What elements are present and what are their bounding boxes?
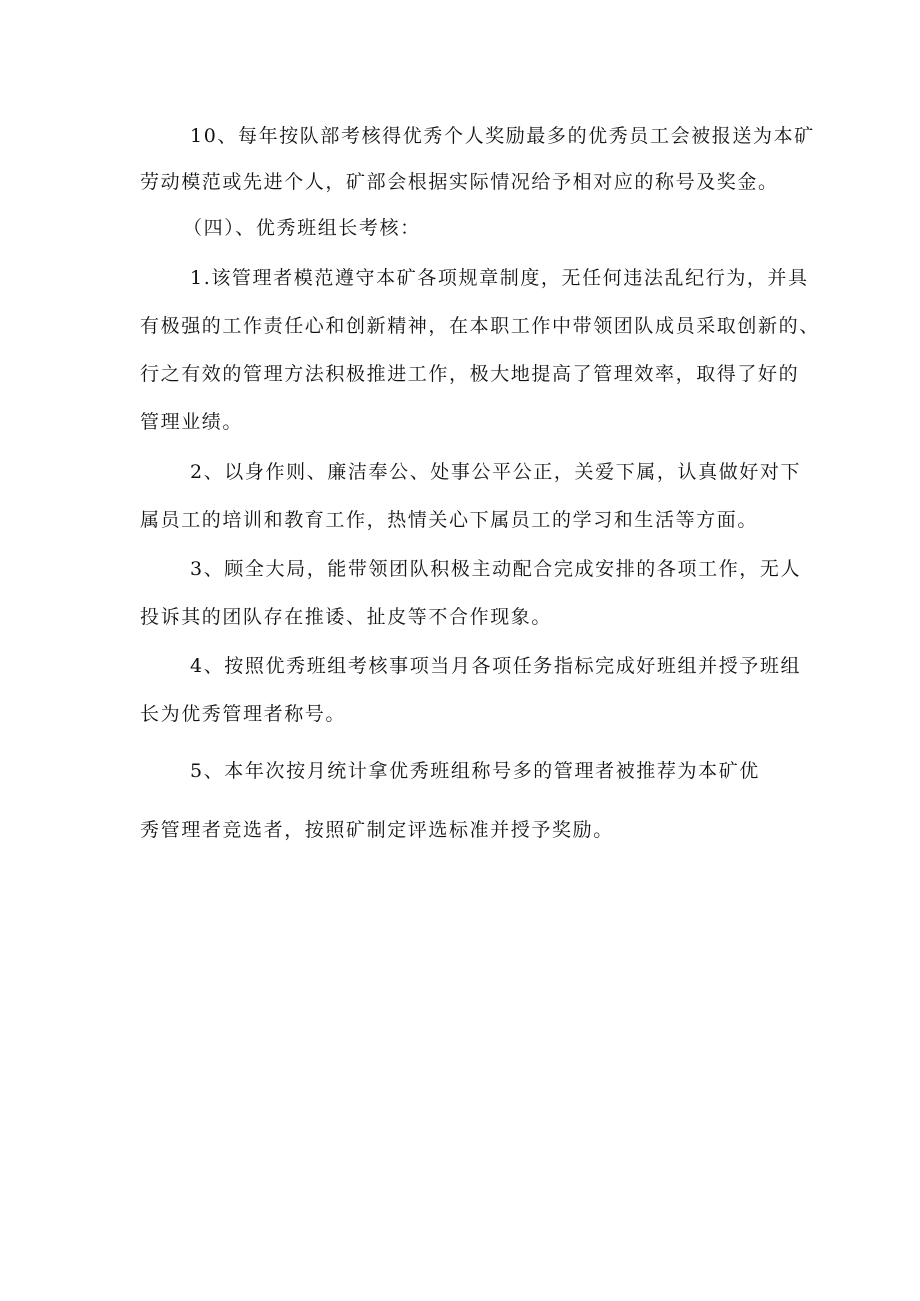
section-heading-four: （四）、优秀班组长考核： xyxy=(183,217,421,239)
item-1-line-1: 1.该管理者模范遵守本矿各项规章制度，无任何违法乱纪行为，并具 xyxy=(190,267,809,289)
paragraph-10-line-1: 10、每年按队部考核得优秀个人奖励最多的优秀员工会被报送为本矿 xyxy=(190,125,815,147)
paragraph-10-line-2: 劳动模范或先进个人，矿部会根据实际情况给予相对应的称号及奖金。 xyxy=(140,171,779,193)
item-5-line-1: 5、本年次按月统计拿优秀班组称号多的管理者被推荐为本矿优 xyxy=(190,760,760,782)
item-5-line-2: 秀管理者竞选者，按照矿制定评选标准并授予奖励。 xyxy=(140,819,614,841)
item-4-line-1: 4、按照优秀班组考核事项当月各项任务指标完成好班组并授予班组 xyxy=(190,655,802,677)
item-3-line-1: 3、顾全大局，能带领团队积极主动配合完成安排的各项工作，无人 xyxy=(190,558,802,580)
item-2-line-2: 属员工的培训和教育工作，热情关心下属员工的学习和生活等方面。 xyxy=(140,509,759,531)
item-1-line-3: 行之有效的管理方法积极推进工作，极大地提高了管理效率，取得了好的 xyxy=(140,363,800,385)
item-4-line-2: 长为优秀管理者称号。 xyxy=(140,703,347,725)
item-3-line-2: 投诉其的团队存在推诿、扯皮等不合作现象。 xyxy=(140,606,553,628)
item-1-line-2: 有极强的工作责任心和创新精神，在本职工作中带领团队成员采取创新的、 xyxy=(140,315,820,337)
item-1-line-4: 管理业绩。 xyxy=(140,411,244,433)
item-2-line-1: 2、以身作则、廉洁奉公、处事公平公正，关爱下属，认真做好对下 xyxy=(190,461,802,483)
